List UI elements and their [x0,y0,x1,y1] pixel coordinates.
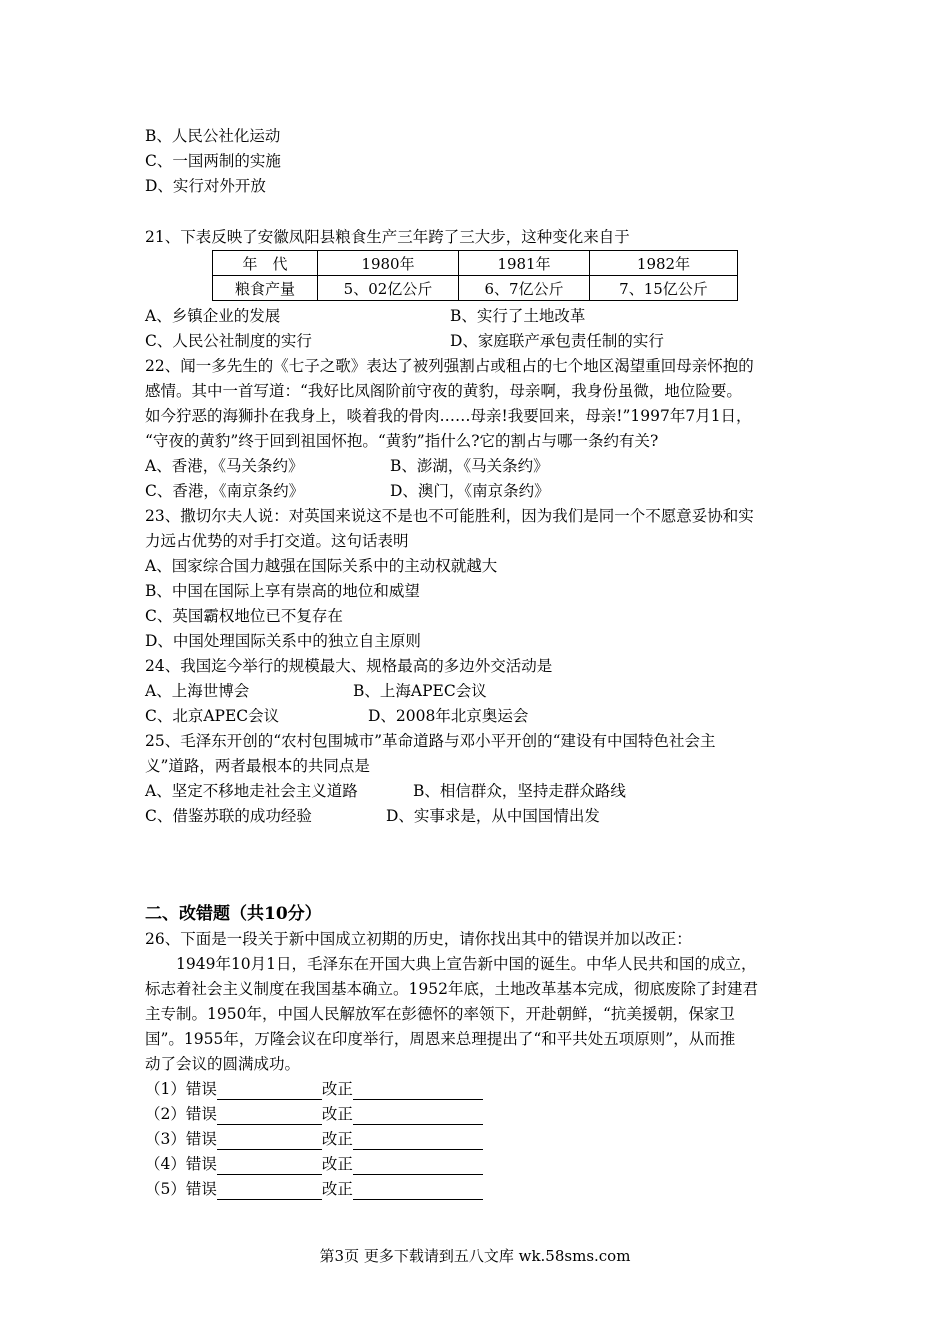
page-footer: 第3页 更多下载请到五八文库 wk.58sms.com [319,1247,631,1265]
q23-option-d: D、中国处理国际关系中的独立自主原则 [145,632,421,650]
table-cell: 7、15亿公斤 [590,276,738,301]
q20-option-d: D、实行对外开放 [145,177,266,195]
error-blank[interactable] [217,1081,322,1100]
q20-option-b: B、人民公社化运动 [145,127,281,145]
error-blank[interactable] [217,1156,322,1175]
table-header-cell: 1981年 [459,251,590,276]
answer-row [145,1128,483,1150]
fix-blank[interactable] [353,1181,483,1200]
q22-line: 22、闻一多先生的《七子之歌》表达了被列强割占或租占的七个地区渴望重回母亲怀抱的 [145,357,754,375]
passage-line: 1949年10月1日，毛泽东在开国大典上宣告新中国的诞生。中华人民共和国的成立， [176,955,757,973]
answer-fix-label: 改正 [321,1155,353,1173]
q22-line: 感情。其中一首写道：“我好比凤阁阶前守夜的黄豹，母亲啊，我身份虽微，地位险要。 [145,382,742,400]
answer-row [145,1153,483,1175]
q24-option-c: C、北京APEC会议 [145,707,280,725]
error-blank[interactable] [217,1106,322,1125]
q23-line: 23、撒切尔夫人说：对英国来说这不是也不可能胜利，因为我们是同一个不愿意妥协和实 [145,507,754,525]
q22-option-b: B、澎湖，《马关条约》 [390,457,549,475]
answer-fix-label: 改正 [321,1180,353,1198]
answer-error-label: （4）错误 [145,1155,217,1173]
q21-option-d: D、家庭联产承包责任制的实行 [450,332,664,350]
passage-line: 国”。1955年，万隆会议在印度举行，周恩来总理提出了“和平共处五项原则”，从而推 [145,1030,736,1048]
q22-option-a: A、香港，《马关条约》 [145,457,304,475]
q22-line: “守夜的黄豹”终于回到祖国怀抱。“黄豹”指什么?它的割占与哪一条约有关? [145,432,659,450]
answer-fix-label: 改正 [321,1105,353,1123]
q24-option-b: B、上海APEC会议 [353,682,487,700]
table-cell: 5、02亿公斤 [318,276,459,301]
fix-blank[interactable] [353,1106,483,1125]
q25-option-c: C、借鉴苏联的成功经验 [145,807,312,825]
table-row [213,251,738,276]
table-header-cell: 年 代 [213,251,318,276]
q24-option-d: D、2008年北京奥运会 [368,707,529,725]
q22-option-c: C、香港，《南京条约》 [145,482,305,500]
q25-line: 义”道路，两者最根本的共同点是 [145,757,370,775]
q24-stem: 24、我国迄今举行的规模最大、规格最高的多边外交活动是 [145,657,553,675]
q25-line: 25、毛泽东开创的“农村包围城市”革命道路与邓小平开创的“建设有中国特色社会主 [145,732,716,750]
answer-fix-label: 改正 [321,1080,353,1098]
passage-line: 标志着社会主义制度在我国基本确立。1952年底，土地改革基本完成，彻底废除了封建君 [145,980,758,998]
answer-fix-label: 改正 [321,1130,353,1148]
q26-stem: 26、下面是一段关于新中国成立初期的历史，请你找出其中的错误并加以改正： [145,930,692,948]
q20-option-c: C、一国两制的实施 [145,152,281,170]
passage-line: 主专制。1950年，中国人民解放军在彭德怀的率领下，开赴朝鲜，“抗美援朝，保家卫 [145,1005,735,1023]
grain-output-table [212,250,738,301]
section-heading: 二、改错题（共10分） [145,904,322,924]
q23-option-c: C、英国霸权地位已不复存在 [145,607,343,625]
q22-line: 如今狞恶的海狮扑在我身上，啖着我的骨肉……母亲!我要回来，母亲!”1997年7月1日， [145,407,752,425]
passage-line: 动了会议的圆满成功。 [145,1055,301,1073]
q22-option-d: D、澳门，《南京条约》 [390,482,550,500]
answer-error-label: （2）错误 [145,1105,217,1123]
error-blank[interactable] [217,1131,322,1150]
answer-error-label: （3）错误 [145,1130,217,1148]
error-blank[interactable] [217,1181,322,1200]
table-cell: 6、7亿公斤 [459,276,590,301]
answer-row [145,1078,483,1100]
q25-option-b: B、相信群众，坚持走群众路线 [413,782,626,800]
q21-option-b: B、实行了土地改革 [450,307,586,325]
q25-option-d: D、实事求是，从中国国情出发 [386,807,600,825]
table-row [213,276,738,301]
table-header-cell: 1982年 [590,251,738,276]
fix-blank[interactable] [353,1156,483,1175]
table-header-cell: 1980年 [318,251,459,276]
q23-line: 力远占优势的对手打交道。这句话表明 [145,532,409,550]
table-cell: 粮食产量 [213,276,318,301]
q23-option-a: A、国家综合国力越强在国际关系中的主动权就越大 [145,557,498,575]
answer-row [145,1103,483,1125]
fix-blank[interactable] [353,1081,483,1100]
answer-error-label: （1）错误 [145,1080,217,1098]
q25-option-a: A、坚定不移地走社会主义道路 [145,782,358,800]
answer-row [145,1178,483,1200]
q23-option-b: B、中国在国际上享有崇高的地位和威望 [145,582,420,600]
q24-option-a: A、上海世博会 [145,682,250,700]
q21-option-a: A、乡镇企业的发展 [145,307,281,325]
answer-error-label: （5）错误 [145,1180,217,1198]
fix-blank[interactable] [353,1131,483,1150]
q21-option-c: C、人民公社制度的实行 [145,332,312,350]
q21-stem: 21、下表反映了安徽凤阳县粮食生产三年跨了三大步，这种变化来自于 [145,228,630,246]
